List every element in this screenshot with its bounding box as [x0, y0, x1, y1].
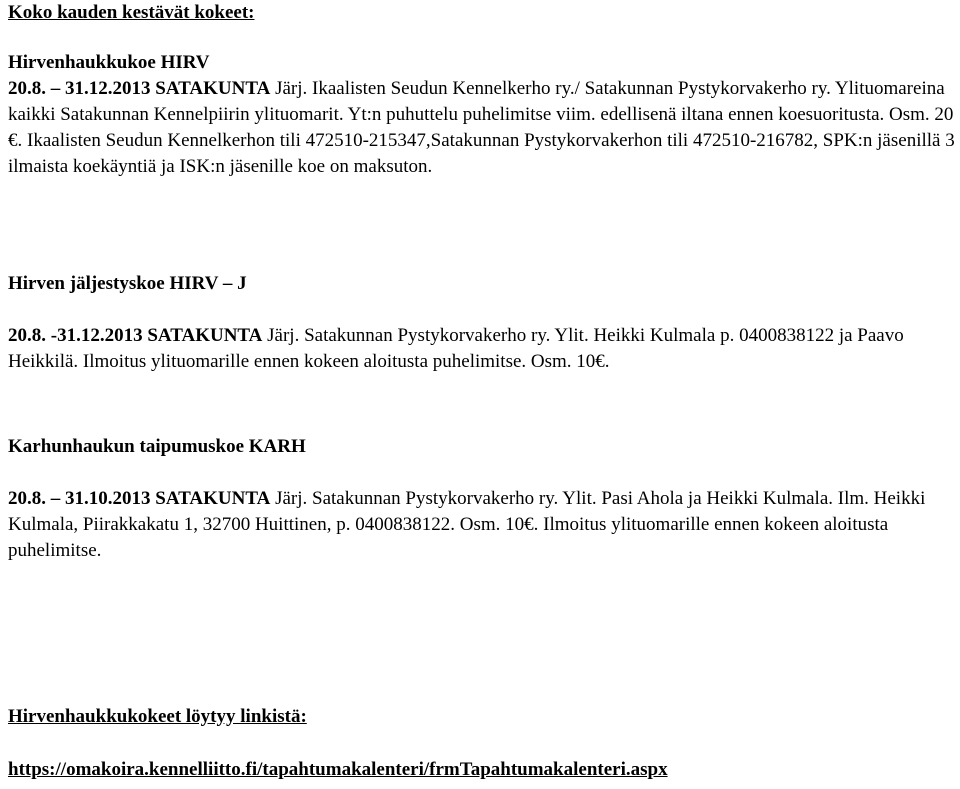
section-heading-karh: Karhunhaukun taipumuskoe KARH — [8, 436, 306, 457]
section-paragraph-hirv — [8, 76, 956, 180]
section-date-hirv-j: 20.8. -31.12.2013 SATAKUNTA — [8, 325, 263, 346]
section-heading-hirv: Hirvenhaukkukoe HIRV — [8, 52, 210, 73]
section-heading-hirv-j: Hirven jäljestyskoe HIRV – J — [8, 273, 247, 294]
links-heading: Hirvenhaukkukokeet löytyy linkistä: — [8, 706, 307, 727]
event-calendar-link[interactable]: https://omakoira.kennelliitto.fi/tapahtumakalenteri/frmTapahtumakalenteri.aspx — [8, 759, 668, 780]
section-text-hirv-j: Järj. Satakunnan Pystykorvakerho ry. Ylit. Heikki Kulmala p. 0400838122 ja Paavo Heikkilä. Ilmoitus ylituomarille ennen kokeen aloitusta puhelimitse. Osm. 10€. — [8, 325, 904, 372]
section-paragraph-hirv-j — [8, 323, 956, 375]
section-date-karh: 20.8. – 31.10.2013 SATAKUNTA — [8, 488, 271, 509]
section-text-hirv: Järj. Ikaalisten Seudun Kennelkerho ry./ Satakunnan Pystykorvakerho ry. Ylituomareina kaikki Satakunnan Kennelpiirin ylituomarit. Yt:n puhuttelu puhelimitse viim. edellisenä iltana ennen koesuoritusta. Osm. 20 €. Ikaalisten Seudun Kennelkerhon tili 472510-215347,Satakunnan Pystykorvakerhon tili 472510-216782, SPK:n jäsenillä 3 ilmaista koekäyntiä ja ISK:n jäsenille koe on maksuton. — [8, 78, 955, 177]
section-text-karh: Järj. Satakunnan Pystykorvakerho ry. Ylit. Pasi Ahola ja Heikki Kulmala. Ilm. Heikki Kulmala, Piirakkakatu 1, 32700 Huittinen, p. 0400838122. Osm. 10€. Ilmoitus ylituomarille ennen kokeen aloitusta puhelimitse. — [8, 488, 926, 561]
page-title: Koko kauden kestävät kokeet: — [8, 2, 255, 23]
section-date-hirv: 20.8. – 31.12.2013 SATAKUNTA — [8, 78, 271, 99]
section-paragraph-karh — [8, 486, 956, 564]
link-container — [8, 757, 956, 783]
